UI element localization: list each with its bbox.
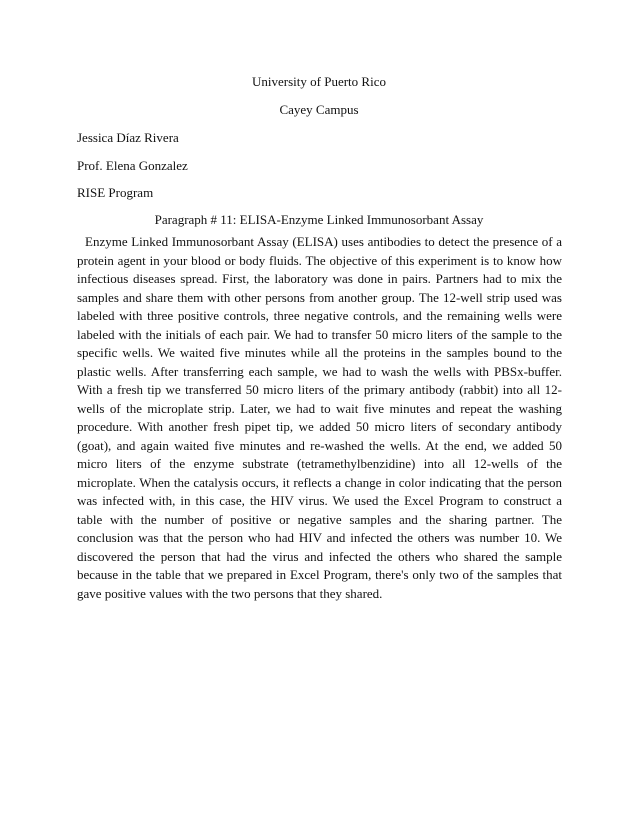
campus-name: Cayey Campus — [279, 102, 359, 117]
professor-name: Prof. Elena Gonzalez — [77, 158, 188, 173]
body-paragraph: Enzyme Linked Immunosorbant Assay (ELISA) uses antibodies to detect the presence of a protein agent in your blood or body fluids. The objective of this experiment is to know how infectious diseases spread. First, the laboratory was done in pairs. Partners had to mix the samples and share them with other persons from another group. The 12-well strip used was labeled with three positive controls, three negative controls, and the remaining wells were labeled with the initials of each pair. We had to transfer 50 micro liters of the sample to the specific wells. We waited five minutes while all the proteins in the samples bound to the plastic wells. After transferring each sample, we had to wash the wells with PBSx-buffer. With a fresh tip we transferred 50 micro liters of the primary antibody (rabbit) into all 12-wells of the microplate strip. Later, we had to wait five minutes and repeat the washing procedure. With another fresh pipet tip, we added 50 micro liters of secondary antibody (goat), and again waited five minutes and re-washed the wells. At the end, we added 50 micro liters of the enzyme substrate (tetramethylbenzidine) into all 12-wells of the microplate. When the catalysis occurs, it reflects a change in color indicating that the person was infected with, in this case, the HIV virus. We used the Excel Program to construct a table with the number of positive or negative samples and the sharing partner. The conclusion was that the person who had HIV and infected the others was number 10. We discovered the person that had the virus and infected the others who shared the sample because in the table that we prepared in Excel Program, there's only two of the samples that gave positive values with the two persons that they shared. — [77, 234, 562, 601]
author-name: Jessica Díaz Rivera — [77, 130, 179, 145]
document-title: Paragraph # 11: ELISA-Enzyme Linked Immunosorbant Assay — [154, 212, 484, 227]
university-name: University of Puerto Rico — [252, 74, 386, 89]
program-name: RISE Program — [77, 185, 154, 200]
